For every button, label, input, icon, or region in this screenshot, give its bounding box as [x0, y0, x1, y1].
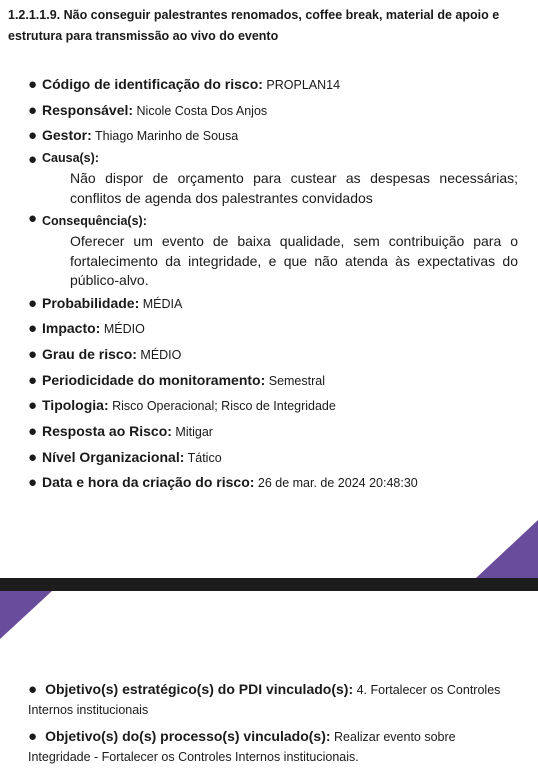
- bullet-icon: ●: [28, 474, 38, 492]
- bullet-icon: ●: [28, 320, 38, 338]
- risk-heading: 1.2.1.1.9. Não conseguir palestrantes renomados, coffee break, material de apoio e estrutura para transmissão ao vivo do evento: [8, 8, 500, 43]
- bullet-icon: ●: [28, 371, 38, 389]
- field-resposta: [0, 419, 538, 445]
- objectives-list: [0, 679, 538, 770]
- field-value: PROPLAN14: [266, 78, 341, 92]
- objective-processo: [0, 726, 538, 767]
- bullet-icon: ●: [28, 423, 38, 440]
- field-impacto: [0, 316, 538, 342]
- field-label: Periodicidade do monitoramento:: [42, 371, 266, 388]
- field-label: Data e hora da criação do risco:: [42, 474, 255, 491]
- field-label: Gestor:: [42, 127, 92, 144]
- field-label: Impacto:: [42, 320, 101, 337]
- field-probabilidade: [0, 291, 538, 317]
- field-label: Grau de risco:: [42, 345, 137, 362]
- field-causas: [0, 149, 538, 208]
- objective-value: 4. Fortalecer os Controles Internos institucionais: [28, 683, 501, 717]
- field-nivel: [0, 445, 538, 471]
- bullet-icon: ●: [28, 728, 38, 745]
- field-value: Mitigar: [175, 425, 213, 439]
- field-label: Resposta ao Risco:: [42, 423, 172, 439]
- bullet-icon: ●: [28, 345, 38, 363]
- bullet-icon: ●: [28, 127, 38, 145]
- page-break-bar: [0, 578, 538, 591]
- field-consequencias: [0, 208, 538, 291]
- bullet-icon: ●: [28, 681, 38, 698]
- field-grau: [0, 342, 538, 368]
- field-value: MÉDIO: [140, 347, 182, 362]
- field-responsavel: [0, 98, 538, 124]
- field-label: Causa(s):: [42, 151, 99, 166]
- consequencias-text: Oferecer um evento de baixa qualidade, sem contribuição para o fortalecimento da integridade, e que não atenda às expectativas do público-alvo.: [70, 233, 518, 289]
- objective-pdi: [0, 679, 538, 720]
- causas-text: Não dispor de orçamento para custear as despesas necessárias; conflitos de agenda dos palestrantes convidados: [70, 170, 518, 206]
- bullet-icon: ●: [28, 101, 38, 119]
- field-label: Responsável:: [42, 101, 134, 118]
- bullet-icon: ●: [28, 210, 38, 228]
- risk-details-list: [0, 72, 538, 496]
- field-value: Semestral: [268, 373, 326, 388]
- field-value: Thiago Marinho de Sousa: [95, 129, 239, 144]
- objective-label: Objetivo(s) estratégico(s) do PDI vinculado(s):: [45, 681, 354, 697]
- field-periodicidade: [0, 368, 538, 394]
- bullet-icon: ●: [28, 76, 38, 93]
- bullet-icon: ●: [28, 448, 38, 466]
- document-page-2: [0, 591, 538, 770]
- corner-triangle-decoration: [476, 520, 538, 578]
- objective-label: Objetivo(s) do(s) processo(s) vinculado(s):: [45, 728, 331, 744]
- field-value: MÉDIA: [142, 296, 183, 311]
- field-data: [0, 470, 538, 496]
- field-tipologia: [0, 393, 538, 419]
- field-value: Risco Operacional; Risco de Integridade: [112, 399, 336, 414]
- field-value: Tático: [187, 450, 222, 465]
- field-value: 26 de mar. de 2024 20:48:30: [257, 476, 418, 491]
- field-label: Consequência(s):: [42, 214, 147, 229]
- bullet-icon: ●: [28, 151, 38, 169]
- field-value: Nicole Costa Dos Anjos: [136, 103, 268, 118]
- bullet-icon: ●: [28, 294, 38, 312]
- corner-triangle-decoration: [0, 591, 52, 639]
- field-label: Código de identificação do risco:: [42, 76, 263, 92]
- field-label: Nível Organizacional:: [42, 448, 185, 465]
- field-gestor: [0, 123, 538, 149]
- objective-value: Realizar evento sobre Integridade - Fortalecer os Controles Internos institucionais.: [28, 730, 456, 764]
- field-value: MÉDIO: [103, 322, 145, 337]
- field-label: Probabilidade:: [42, 294, 140, 311]
- field-label: Tipologia:: [42, 397, 109, 414]
- bullet-icon: ●: [28, 397, 38, 415]
- field-codigo: [0, 72, 538, 98]
